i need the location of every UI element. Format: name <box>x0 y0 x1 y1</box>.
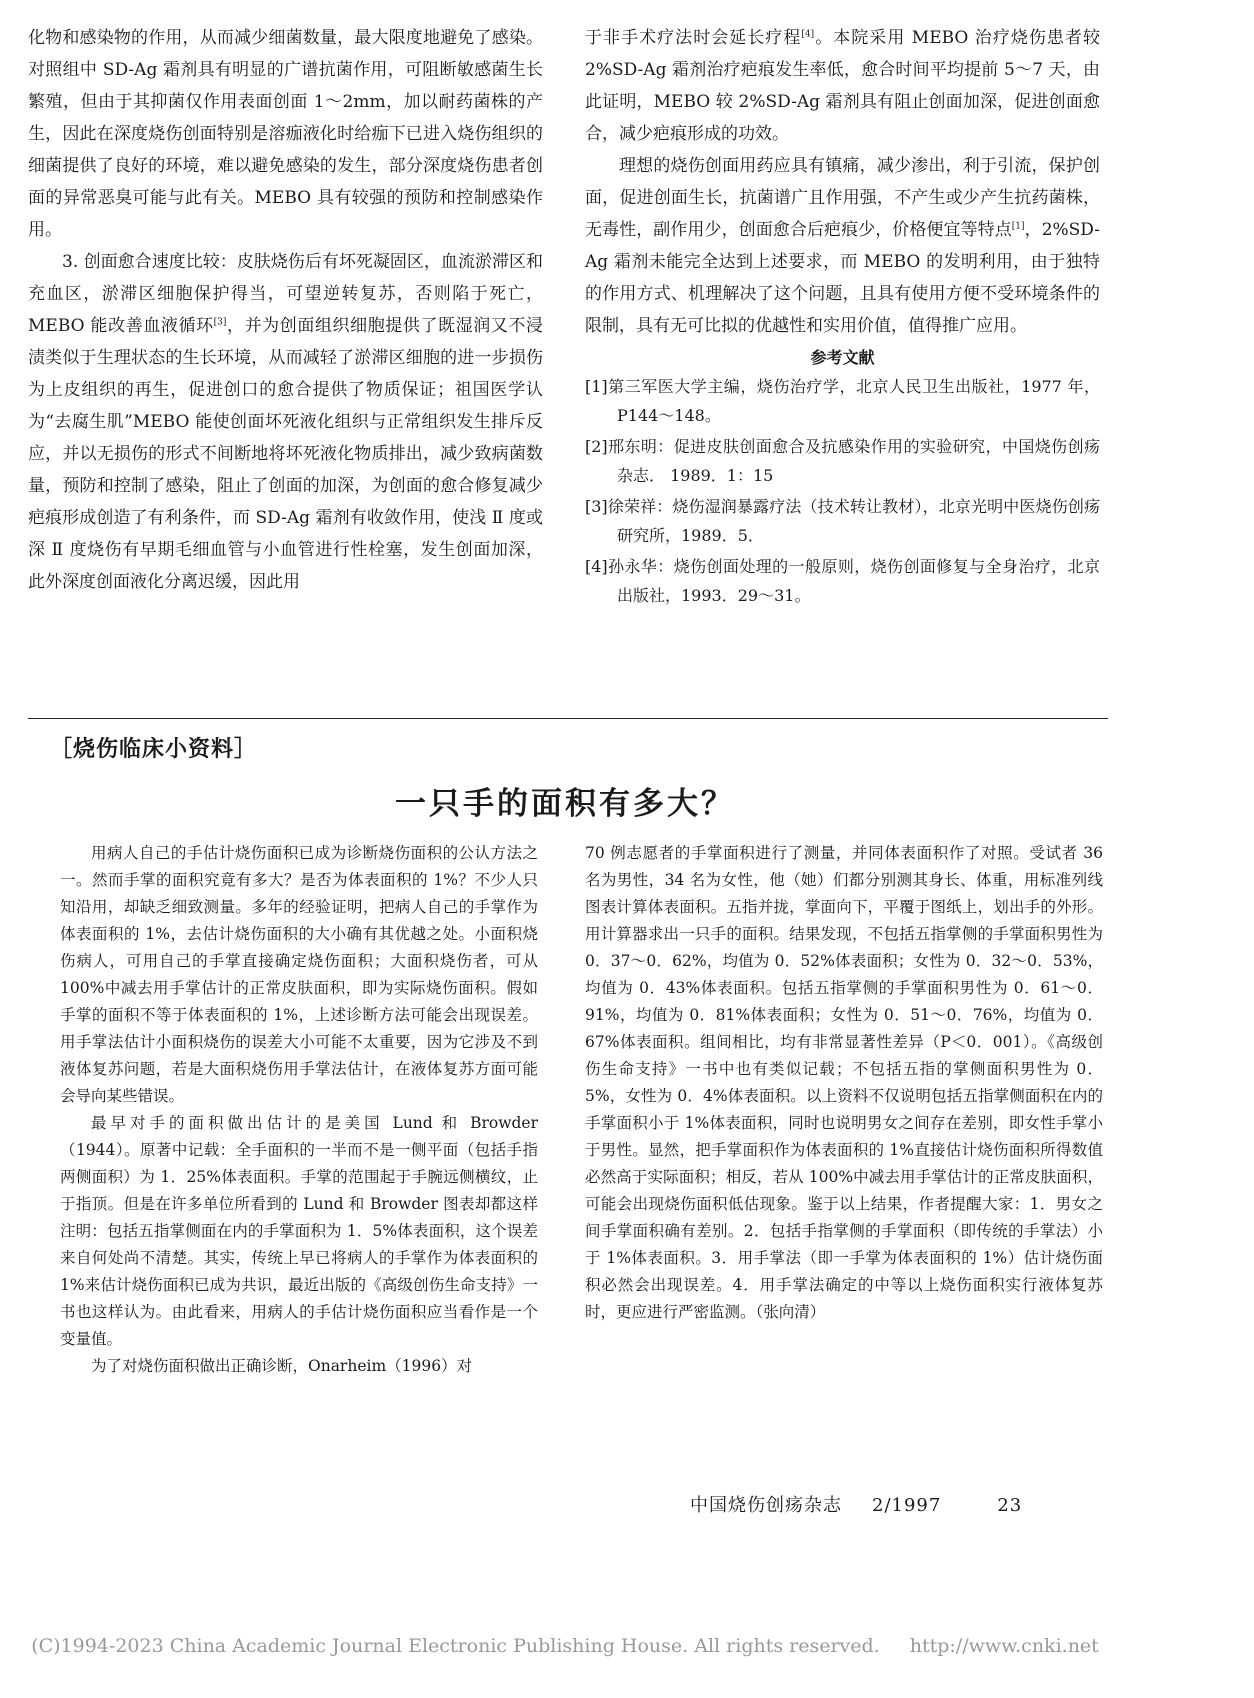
paragraph: 化物和感染物的作用，从而减少细菌数量，最大限度地避免了感染。对照组中 SD-Ag 霜剂具有明显的广谱抗菌作用，可阻断敏感菌生长繁殖，但由于其抑菌仅作用表面创面 1～2mm，加以耐药菌株的产生，因此在深度烧伤创面特别是溶痂液化时给痂下已进入烧伤组织的细菌提供了良好的环境，难以避免感染的发生，部分深度烧伤患者创面的异常恶臭可能与此有关。MEBO 具有较强的预防和控制感染作用。 <box>28 28 543 240</box>
citation-ref: [3] <box>213 317 227 328</box>
article-title: 一只手的面积有多大？ <box>395 786 735 822</box>
citation-ref: [1] <box>1011 221 1025 232</box>
paragraph-text: 。本院采用 MEBO 治疗烧伤患者较 2%SD-Ag 霜剂治疗疤痕发生率低，愈合时间平均提前 5～7 天，由此证明，MEBO 较 2%SD-Ag 霜剂具有阻止创面加深，促进创面愈合，减少疤痕形成的功效。 <box>585 28 1100 144</box>
paragraph: 用病人自己的手估计烧伤面积已成为诊断烧伤面积的公认方法之一。然而手掌的面积究竟有多大？是否为体表面积的 1%？不少人只知沿用，却缺乏细致测量。多年的经验证明，把病人自己的手掌作为体表面积的 1%，去估计烧伤面积的大小确有其优越之处。小面积烧伤病人，可用自己的手掌直接确定烧伤面积；大面积烧伤者，可从 100%中减去用手掌估计的正常皮肤面积，即为实际烧伤面积。假如手掌的面积不等于体表面积的 1%，上述诊断方法可能会出现误差。用手掌法估计小面积烧伤的误差大小可能不太重要，因为它涉及不到液体复苏问题，若是大面积烧伤用手掌法估计，在液体复苏方面可能会导向某些错误。 <box>60 844 538 1105</box>
copyright-text: (C)1994-2023 China Academic Journal Electronic Publishing House. All rights reserved. <box>31 1635 880 1657</box>
paragraph: 70 例志愿者的手掌面积进行了测量，并同体表面积作了对照。受试者 36 名为男性，34 名为女性，他（她）们都分别测其身长、体重，用标准列线图表计算体表面积。五指并拢，掌面向下，平覆于图纸上，划出手的外形。用计算器求出一只手的面积。结果发现，不包括五指掌侧的手掌面积男性为 0．37～0．62%，均值为 0．52%体表面积；女性为 0．32～0．53%，均值为 0．43%体表面积。包括五指掌侧的手掌面积男性为 0．61～0．91%，均值为 0．81%体表面积；女性为 0．51～0．76%，均值为 0．67%体表面积。组间相比，均有非常显著性差异（P＜0．001）。《高级创伤生命支持》一书中也有类似记载；不包括五指的掌侧面积男性为 0．5%，女性为 0．4%体表面积。以上资料不仅说明包括五指掌侧面积在内的手掌面积小于 1%体表面积，同时也说明男女之间存在差别，即女性手掌小于男性。显然，把手掌面积作为体表面积的 1%直接估计烧伤面积所得数值必然高于实际面积；相反，若从 100%中减去用手掌估计的正常皮肤面积，可能会出现烧伤面积低估现象。鉴于以上结果，作者提醒大家：1．男女之间手掌面积确有差别。2．包括手指掌侧的手掌面积（即传统的手掌法）小于 1%体表面积。3．用手掌法（即一手掌为体表面积的 1%）估计烧伤面积必然会出现误差。4．用手掌法确定的中等以上烧伤面积实行液体复苏时，更应进行严密监测。（张向清） <box>585 844 1103 1321</box>
page-number: 23 <box>997 1495 1023 1516</box>
top-left-column <box>28 22 543 598</box>
paragraph-text: ，并为创面组织细胞提供了既湿润又不浸渍类似于生理状态的生长环境，从而减轻了淤滞区细胞的进一步损伤为上皮组织的再生，促进创口的愈合提供了物质保证；祖国医学认为“去腐生肌”MEBO 能使创面坏死液化组织与正常组织发生排斥反应，并以无损伤的形式不间断地将坏死液化物质排出，减少致病菌数量，预防和控制了感染，阻止了创面的加深，为创面的愈合修复减少疤痕形成创造了有利条件，而 SD-Ag 霜剂有收敛作用，使浅 Ⅱ 度或深 Ⅱ 度烧伤有早期毛细血管与小血管进行性栓塞，发生创面加深，此外深度创面液化分离迟缓，因此用 <box>28 316 544 592</box>
paragraph-text: 于非手术疗法时会延长疗程 <box>585 28 802 48</box>
paragraph: 为了对烧伤面积做出正确诊断，Onarheim（1996）对 <box>91 1357 473 1375</box>
reference-item: [4]孙永华：烧伤创面处理的一般原则，烧伤创面修复与全身治疗，北京出版社，1993．29～31。 <box>585 557 1100 605</box>
citation-ref: [4] <box>801 29 815 40</box>
paragraph-text: 3. 创面愈合速度比较：皮肤烧伤后有坏死凝固区，血流淤滞区和充血区，淤滞区细胞保护得当，可望逆转复苏，否则陷于死亡，MEBO 能改善血液循环 <box>28 252 543 336</box>
journal-name: 中国烧伤创疡杂志 <box>690 1495 842 1516</box>
top-right-column <box>585 22 1100 612</box>
paragraph <box>28 246 543 598</box>
bottom-left-column <box>60 840 538 1380</box>
bottom-right-column <box>585 840 1103 1326</box>
reference-item: [1]第三军医大学主编，烧伤治疗学，北京人民卫生出版社，1977 年，P144～148。 <box>585 377 1100 425</box>
paragraph <box>585 150 1100 342</box>
issue-number: 2/1997 <box>872 1495 942 1516</box>
reference-item: [2]邢东明：促进皮肤创面愈合及抗感染作用的实验研究，中国烧伤创疡杂志． 1989．1：15 <box>585 437 1100 485</box>
references-heading: 参考文献 <box>810 348 875 367</box>
copyright-url: http://www.cnki.net <box>909 1635 1099 1657</box>
paragraph-text: ，2%SD-Ag 霜剂未能完全达到上述要求，而 MEBO 的发明利用，由于独特的作用方式、机理解决了这个问题，且具有使用方便不受环境条件的限制，具有无可比拟的优越性和实用价值，值得推广应用。 <box>585 220 1100 336</box>
copyright-watermark <box>0 1635 1130 1657</box>
page-footer <box>690 1491 1022 1517</box>
column-tag: ［烧伤临床小资料］ <box>50 737 258 762</box>
paragraph <box>585 22 1100 150</box>
reference-item: [3]徐荣祥：烧伤湿润暴露疗法（技术转让教材），北京光明中医烧伤创疡研究所，1989．5． <box>585 497 1100 545</box>
paragraph: 最早对手的面积做出估计的是美国 Lund 和 Browder（1944）。原著中记载：全手面积的一半而不是一侧平面（包括手指两侧面积）为 1．25%体表面积。手掌的范围起于手腕远侧横纹，止于指顶。但是在许多单位所看到的 Lund 和 Browder 图表却都这样注明：包括五指掌侧面在内的手掌面积为 1．5%体表面积，这个误差来自何处尚不清楚。其实，传统上早已将病人的手掌作为体表面积的 1%来估计烧伤面积已成为共识，最近出版的《高级创伤生命支持》一书也这样认为。由此看来，用病人的手估计烧伤面积应当看作是一个变量值。 <box>60 1114 538 1348</box>
section-divider <box>28 718 1108 719</box>
paragraph-text: 理想的烧伤创面用药应具有镇痛，减少渗出，利于引流，保护创面，促进创面生长，抗菌谱广且作用强，不产生或少产生抗药菌株，无毒性，副作用少，创面愈合后疤痕少，价格便宜等特点 <box>585 156 1100 240</box>
